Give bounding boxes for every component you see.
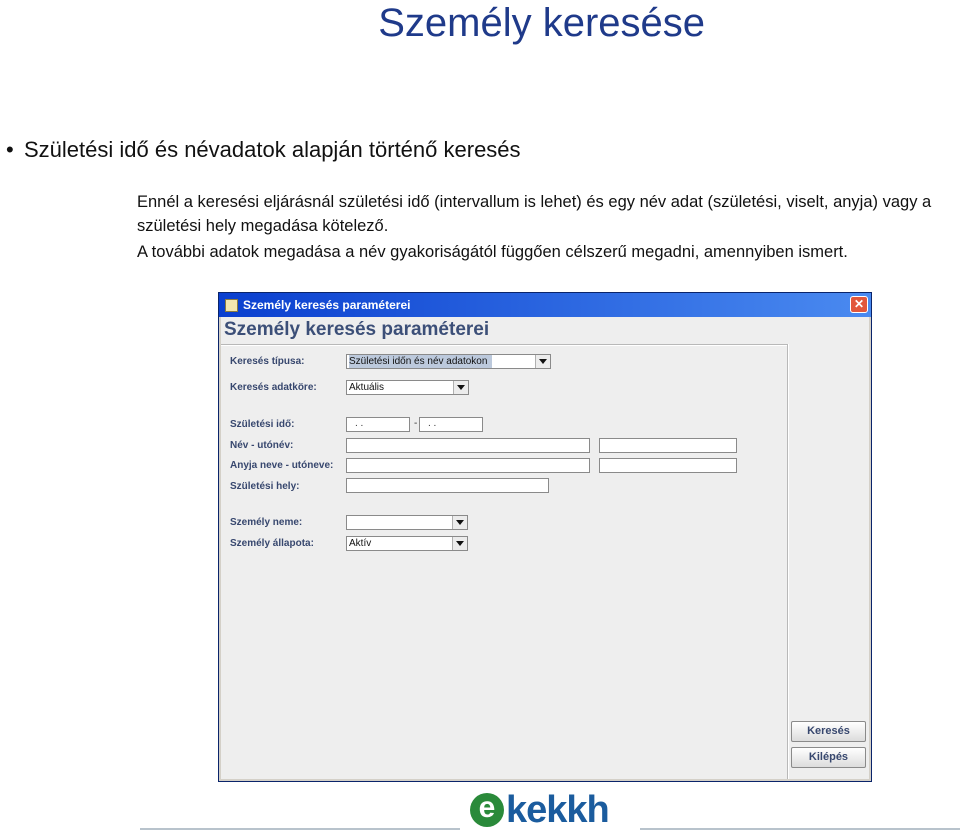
search-parameters-window bbox=[218, 292, 872, 782]
date-range-dash: - bbox=[414, 418, 418, 429]
paragraph-additional-data: A további adatok megadása a név gyakoriságától függően célszerű megadni, amennyiben ismert. bbox=[137, 243, 848, 261]
birthplace-label: Születési hely: bbox=[230, 481, 300, 492]
gender-combo[interactable] bbox=[346, 515, 468, 530]
gender-label: Személy neme: bbox=[230, 517, 303, 528]
search-type-label: Keresés típusa: bbox=[230, 356, 305, 367]
birth-date-from-input[interactable]: . . bbox=[346, 417, 410, 432]
status-label: Személy állapota: bbox=[230, 538, 314, 549]
mother-given-name-input[interactable] bbox=[599, 458, 737, 473]
dialog-content bbox=[221, 317, 869, 779]
search-type-combo[interactable] bbox=[346, 354, 551, 369]
horizontal-divider bbox=[221, 344, 787, 346]
birth-date-to-input[interactable]: . . bbox=[419, 417, 483, 432]
given-name-input[interactable] bbox=[599, 438, 737, 453]
search-type-value: Születési időn és név adatokon bbox=[349, 355, 492, 368]
chevron-down-icon[interactable] bbox=[453, 381, 468, 394]
footer-line-left bbox=[140, 828, 460, 830]
bullet-icon: • bbox=[6, 137, 14, 162]
status-value: Aktív bbox=[349, 538, 372, 549]
window-title: Személy keresés paraméterei bbox=[243, 298, 411, 312]
scope-combo[interactable] bbox=[346, 380, 469, 395]
logo-mark: e bbox=[470, 793, 504, 827]
close-button[interactable]: ✕ bbox=[850, 296, 868, 313]
birthplace-input[interactable] bbox=[346, 478, 549, 493]
scope-value: Aktuális bbox=[349, 382, 385, 393]
search-button[interactable]: Keresés bbox=[791, 721, 866, 742]
kekkh-logo bbox=[470, 790, 609, 830]
window-titlebar[interactable] bbox=[219, 293, 871, 317]
mother-family-name-input[interactable] bbox=[346, 458, 590, 473]
birth-date-label: Születési idő: bbox=[230, 419, 295, 430]
java-app-icon bbox=[225, 299, 238, 312]
bullet-text: Születési idő és névadatok alapján történő keresés bbox=[24, 137, 521, 162]
chevron-down-icon[interactable] bbox=[535, 355, 550, 368]
name-label: Név - utónév: bbox=[230, 440, 294, 451]
status-combo[interactable] bbox=[346, 536, 468, 551]
slide-title: Személy keresése bbox=[378, 1, 705, 45]
dialog-title: Személy keresés paraméterei bbox=[224, 319, 490, 340]
chevron-down-icon[interactable] bbox=[452, 516, 467, 529]
chevron-down-icon[interactable] bbox=[452, 537, 467, 550]
bullet-point bbox=[6, 136, 521, 164]
family-name-input[interactable] bbox=[346, 438, 590, 453]
mother-name-label: Anyja neve - utóneve: bbox=[230, 460, 334, 471]
exit-button[interactable]: Kilépés bbox=[791, 747, 866, 768]
paragraph-requirements: Ennél a keresési eljárásnál születési idő (intervallum is lehet) és egy név adat (születési, viselt, anyja) vagy a születési hely megadása kötelező. bbox=[137, 193, 932, 235]
scope-label: Keresés adatköre: bbox=[230, 382, 317, 393]
logo-text: kekkh bbox=[506, 788, 609, 831]
vertical-divider bbox=[787, 344, 789, 779]
footer-line-right bbox=[640, 828, 960, 830]
